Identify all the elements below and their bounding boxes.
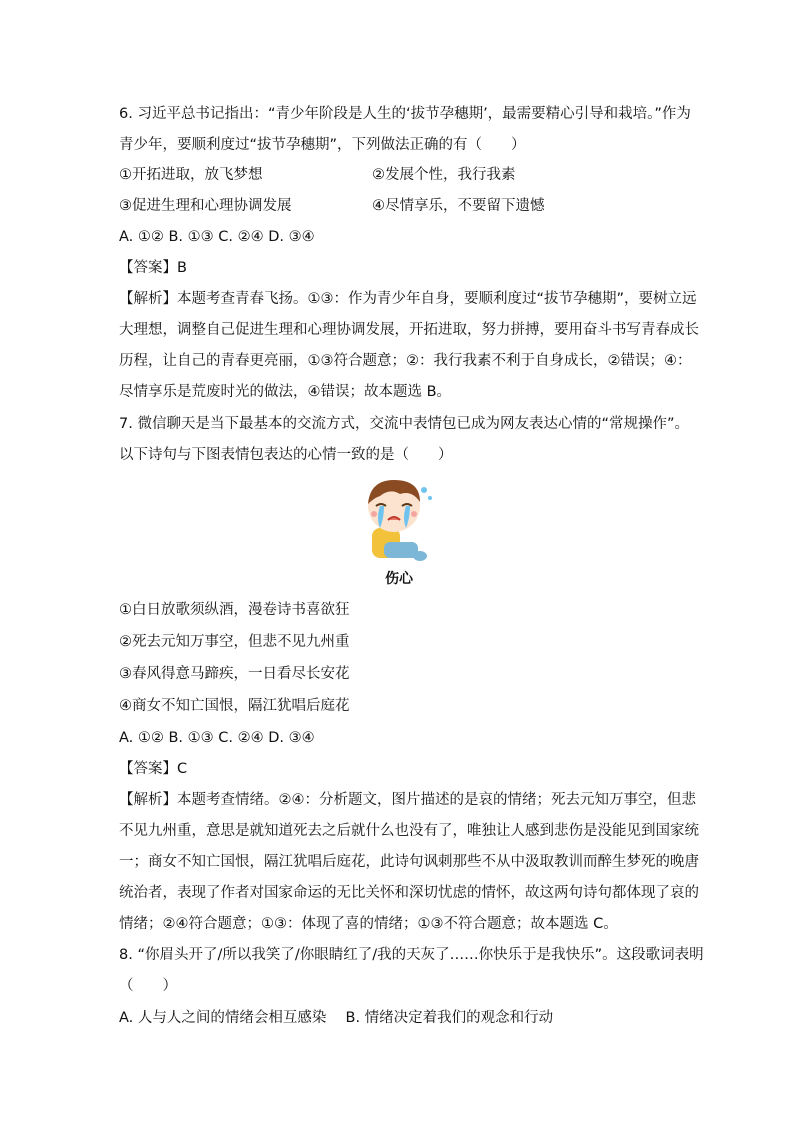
q6-stem-line1: 6. 习近平总书记指出：“青少年阶段是人生的‘拔节孕穗期’，最需要精心引导和栽培。”作为 xyxy=(119,106,691,122)
q6-analysis-line4: 尽情享乐是荒废时光的做法，④错误；故本题选 B。 xyxy=(119,384,452,400)
q7-analysis-line5: 情绪；②④符合题意；①③：体现了喜的情绪；①③不符合题意；故本题选 C。 xyxy=(119,916,618,932)
q7-option-2: ②死去元知万事空，但悲不见九州重 xyxy=(119,634,350,650)
q7-answer: 【答案】C xyxy=(119,761,188,777)
q8-stem-line2: （ ） xyxy=(119,978,177,994)
q7-stem-line2: 以下诗句与下图表情包表达的心情一致的是（ ） xyxy=(119,447,453,463)
crying-boy-illustration xyxy=(350,476,440,568)
foot-shape xyxy=(413,551,427,561)
q7-analysis-line1: 【解析】本题考查情绪。②④：分析题文，图片描述的是哀的情绪；死去元知万事空，但悲 xyxy=(119,792,696,808)
q8-options: A. 人与人之间的情绪会相互感染 B. 情绪决定着我们的观念和行动 xyxy=(119,1010,554,1026)
q6-analysis-line1: 【解析】本题考查青春飞扬。①③：作为青少年自身，要顺利度过“拔节孕穗期”，要树立远 xyxy=(119,291,697,307)
q7-choices: A. ①② B. ①③ C. ②④ D. ③④ xyxy=(119,730,315,746)
cheek-left-shape xyxy=(371,511,377,517)
q7-analysis-line2: 不见九州重，意思是就知道死去之后就什么也没有了，唯独让人感到悲伤是没能见到国家统 xyxy=(119,823,699,839)
q6-analysis-line2: 大理想，调整自己促进生理和心理协调发展，开拓进取，努力拼搏，要用奋斗书写青春成长 xyxy=(119,322,699,338)
q7-option-3: ③春风得意马蹄疾，一日看尽长安花 xyxy=(119,666,350,682)
q6-analysis-line3: 历程，让自己的青春更亮丽，①③符合题意；②：我行我素不利于自身成长，②错误；④： xyxy=(119,353,692,369)
q7-analysis-line3: 一；商女不知亡国恨，隔江犹唱后庭花，此诗句讽刺那些不从中汲取教训而醉生梦死的晚唐 xyxy=(119,854,699,870)
mouth-shape xyxy=(388,517,400,520)
cheek-right-shape xyxy=(411,511,417,517)
q6-choices: A. ①② B. ①③ C. ②④ D. ③④ xyxy=(119,229,315,245)
image-caption: 伤心 xyxy=(385,571,413,587)
q7-analysis-line4: 统治者，表现了作者对国家命运的无比关怀和深切忧虑的情怀，故这两句诗句都体现了哀的 xyxy=(119,885,699,901)
q7-option-4: ④商女不知亡国恨，隔江犹唱后庭花 xyxy=(119,698,350,714)
tear-drop-shape xyxy=(428,496,432,500)
q6-stem-line2: 青少年，要顺利度过“拔节孕穗期”，下列做法正确的有（ ） xyxy=(119,137,526,153)
q8-stem-line1: 8. “你眉头开了/所以我笑了/你眼睛红了/我的天灰了……你快乐于是我快乐”。这段歌词表明 xyxy=(119,947,704,963)
q7-option-1: ①白日放歌须纵酒，漫卷诗书喜欲狂 xyxy=(119,602,350,618)
q6-option-4: ④尽情享乐，不要留下遗憾 xyxy=(372,198,545,214)
pants-shape xyxy=(384,542,418,558)
tear-drop-shape xyxy=(421,487,427,493)
q6-option-2: ②发展个性，我行我素 xyxy=(372,167,516,183)
q6-option-1: ①开拓进取，放飞梦想 xyxy=(119,167,263,183)
q6-option-3: ③促进生理和心理协调发展 xyxy=(119,198,292,214)
q6-answer: 【答案】B xyxy=(119,260,187,276)
q7-stem-line1: 7. 微信聊天是当下最基本的交流方式，交流中表情包已成为网友表达心情的“常规操作”。 xyxy=(119,416,689,432)
